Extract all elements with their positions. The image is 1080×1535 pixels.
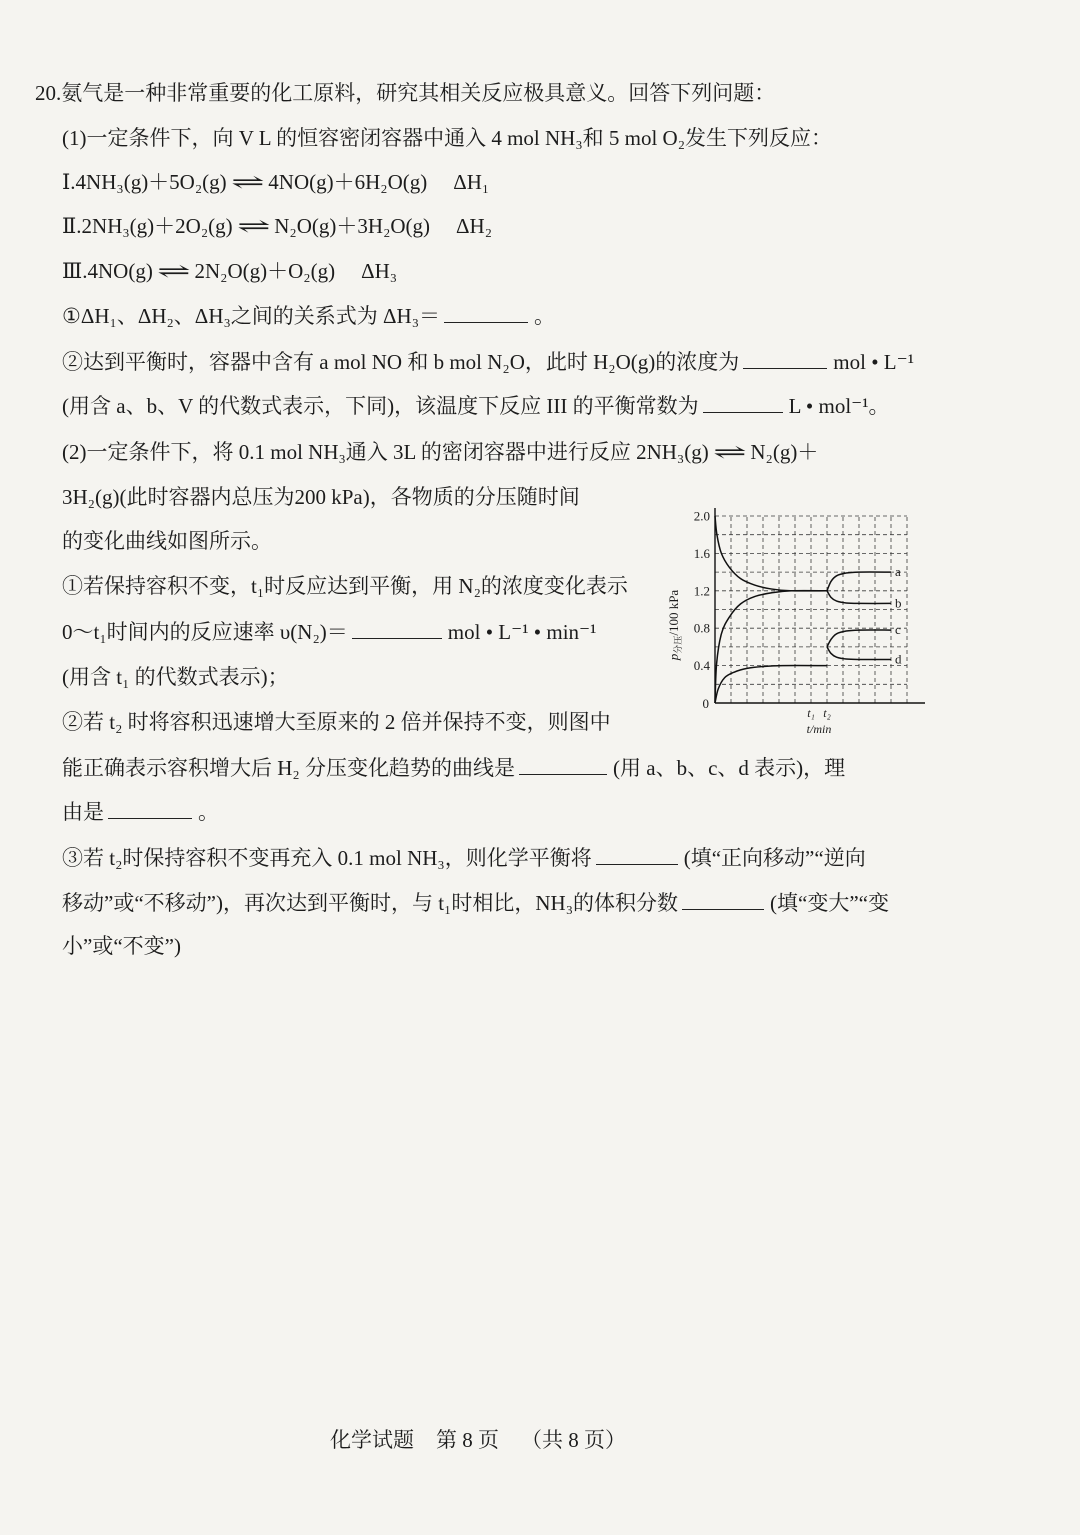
answer-blank [596,846,678,865]
reaction-2 [62,213,492,239]
y-tick-label: 1.6 [693,545,710,561]
y-axis-symbol: p [666,653,681,661]
y-axis-subscript: 分压 [673,635,683,654]
chart-labels [694,509,902,721]
reaction-rhs: 4NO(g)＋6H₂O(g) [268,170,428,194]
answer-blank [703,394,783,413]
chart-axes [715,508,925,703]
answer-blank [352,620,442,639]
sub1-text: 0～t₁时间内的反应速率 υ(N₂)＝ [62,620,348,644]
answer-blank [682,891,764,910]
y-axis-label [666,590,683,662]
part2-sub2-line1: ②若 t₂ 时将容积迅速增大至原来的 2 倍并保持不变，则图中 [62,710,611,734]
sub2-tail: (用 a、b、c、d 表示)，理 [613,756,846,780]
curve-label-c: c [895,622,901,638]
sub1-tail: 。 [534,304,556,328]
y-tick-label: 1.2 [693,583,710,599]
chart-grid [715,516,907,703]
part1-sub2-line1 [62,349,914,375]
sub2-tail: 。 [198,800,219,824]
footer-total-pages: （共 8 页） [521,1428,626,1452]
answer-blank [444,304,528,323]
reaction-lhs: 4NH₃(g)＋5O₂(g) [75,170,227,194]
curve-label-b: b [895,595,902,611]
unit-text: L • mol⁻¹。 [788,394,890,418]
partial-pressure-chart [640,490,940,745]
reaction-lhs: 2NH₃(g)＋2O₂(g) [81,214,233,238]
equilibrium-arrow: ⇌ [156,259,191,283]
reaction-rhs: 2N₂O(g)＋O₂(g) [194,259,336,283]
part2-sub2-line3 [62,799,219,825]
y-axis-unit: /100 kPa [666,589,681,636]
reaction-label: Ⅰ. [62,170,76,194]
part2-sub2-line2 [62,755,845,781]
intro-text: (2)一定条件下，将 0.1 mol NH₃通入 3L 的密闭容器中进行反应 2NH₃(g) [62,440,709,464]
part2-sub3-line3: 小”或“不变”) [62,934,181,958]
sub2-text: ②达到平衡时，容器中含有 a mol NO 和 b mol N₂O，此时 H₂O(g)的浓度为 [62,350,740,374]
unit-text: mol • L⁻¹ • min⁻¹ [447,620,597,644]
part2-intro-line3: 的变化曲线如图所示。 [62,529,272,553]
reaction-enthalpy: ΔH₂ [456,214,493,238]
reaction-label: Ⅱ. [62,214,82,238]
part1-sub1 [62,303,555,329]
reaction-1 [62,169,489,195]
equilibrium-arrow: ⇌ [236,214,271,238]
answer-blank [108,800,192,819]
question-heading: 20.氨气是一种非常重要的化工原料，研究其相关反应极具意义。回答下列问题： [35,81,776,105]
part2-sub1-line3: (用含 t₁ 的代数式表示)； [62,665,289,689]
footer-page-number: 第 8 页 [436,1428,499,1452]
answer-blank [743,350,827,369]
part2-sub1-line2 [62,619,596,645]
sub2-text: 能正确表示容积增大后 H₂ 分压变化趋势的曲线是 [62,756,515,780]
sub2-text: (用含 a、b、V 的代数式表示，下同)，该温度下反应 III 的平衡常数为 [62,394,699,418]
y-tick-label: 2.0 [693,508,710,524]
part2-sub3-line1 [62,845,866,871]
y-tick-label: 0.4 [693,658,710,674]
sub1-text: ①ΔH₁、ΔH₂、ΔH₃之间的关系式为 ΔH₃＝ [62,304,441,328]
intro-text: N₂(g)＋ [750,440,819,464]
part2-intro-line1 [62,439,818,465]
y-tick-label: 0.8 [693,620,710,636]
reaction-enthalpy: ΔH₃ [361,259,398,283]
page-footer [330,1427,648,1453]
unit-text: mol • L⁻¹ [833,350,915,374]
sub3-tail: (填“正向移动”“逆向 [683,846,866,870]
sub3-tail: (填“变大”“变 [770,891,889,915]
x-tick-label: t₂ [823,706,831,720]
equilibrium-arrow: ⇌ [230,170,265,194]
footer-subject: 化学试题 [330,1428,414,1452]
origin-label: 0 [702,696,709,711]
sub3-text: 移动”或“不移动”)，再次达到平衡时，与 t₁时相比，NH₃的体积分数 [62,891,679,915]
part2-sub3-line2 [62,890,889,916]
sub3-text: ③若 t₂时保持容积不变再充入 0.1 mol NH₃，则化学平衡将 [62,846,592,870]
curve-label-d: d [895,651,902,667]
part2-intro-line2: 3H₂(g)(此时容器内总压为200 kPa)，各物质的分压随时间 [62,485,580,509]
x-axis-label: t/min [806,722,832,736]
part1-sub2-line2 [62,393,890,419]
reaction-label: Ⅲ. [62,259,88,283]
answer-blank [519,756,607,775]
part1-intro: (1)一定条件下，向 V L 的恒容密闭容器中通入 4 mol NH₃和 5 mol O₂发生下列反应： [62,126,833,150]
curve-label-a: a [895,564,901,580]
part2-sub1-line1: ①若保持容积不变，t₁时反应达到平衡，用 N₂的浓度变化表示 [62,574,628,598]
x-tick-label: t₁ [807,706,815,720]
sub2-text: 由是 [62,800,104,824]
reaction-lhs: 4NO(g) [87,259,153,283]
reaction-rhs: N₂O(g)＋3H₂O(g) [274,214,431,238]
reaction-enthalpy: ΔH₁ [453,170,490,194]
equilibrium-arrow: ⇌ [712,440,747,464]
reaction-3 [62,258,397,284]
